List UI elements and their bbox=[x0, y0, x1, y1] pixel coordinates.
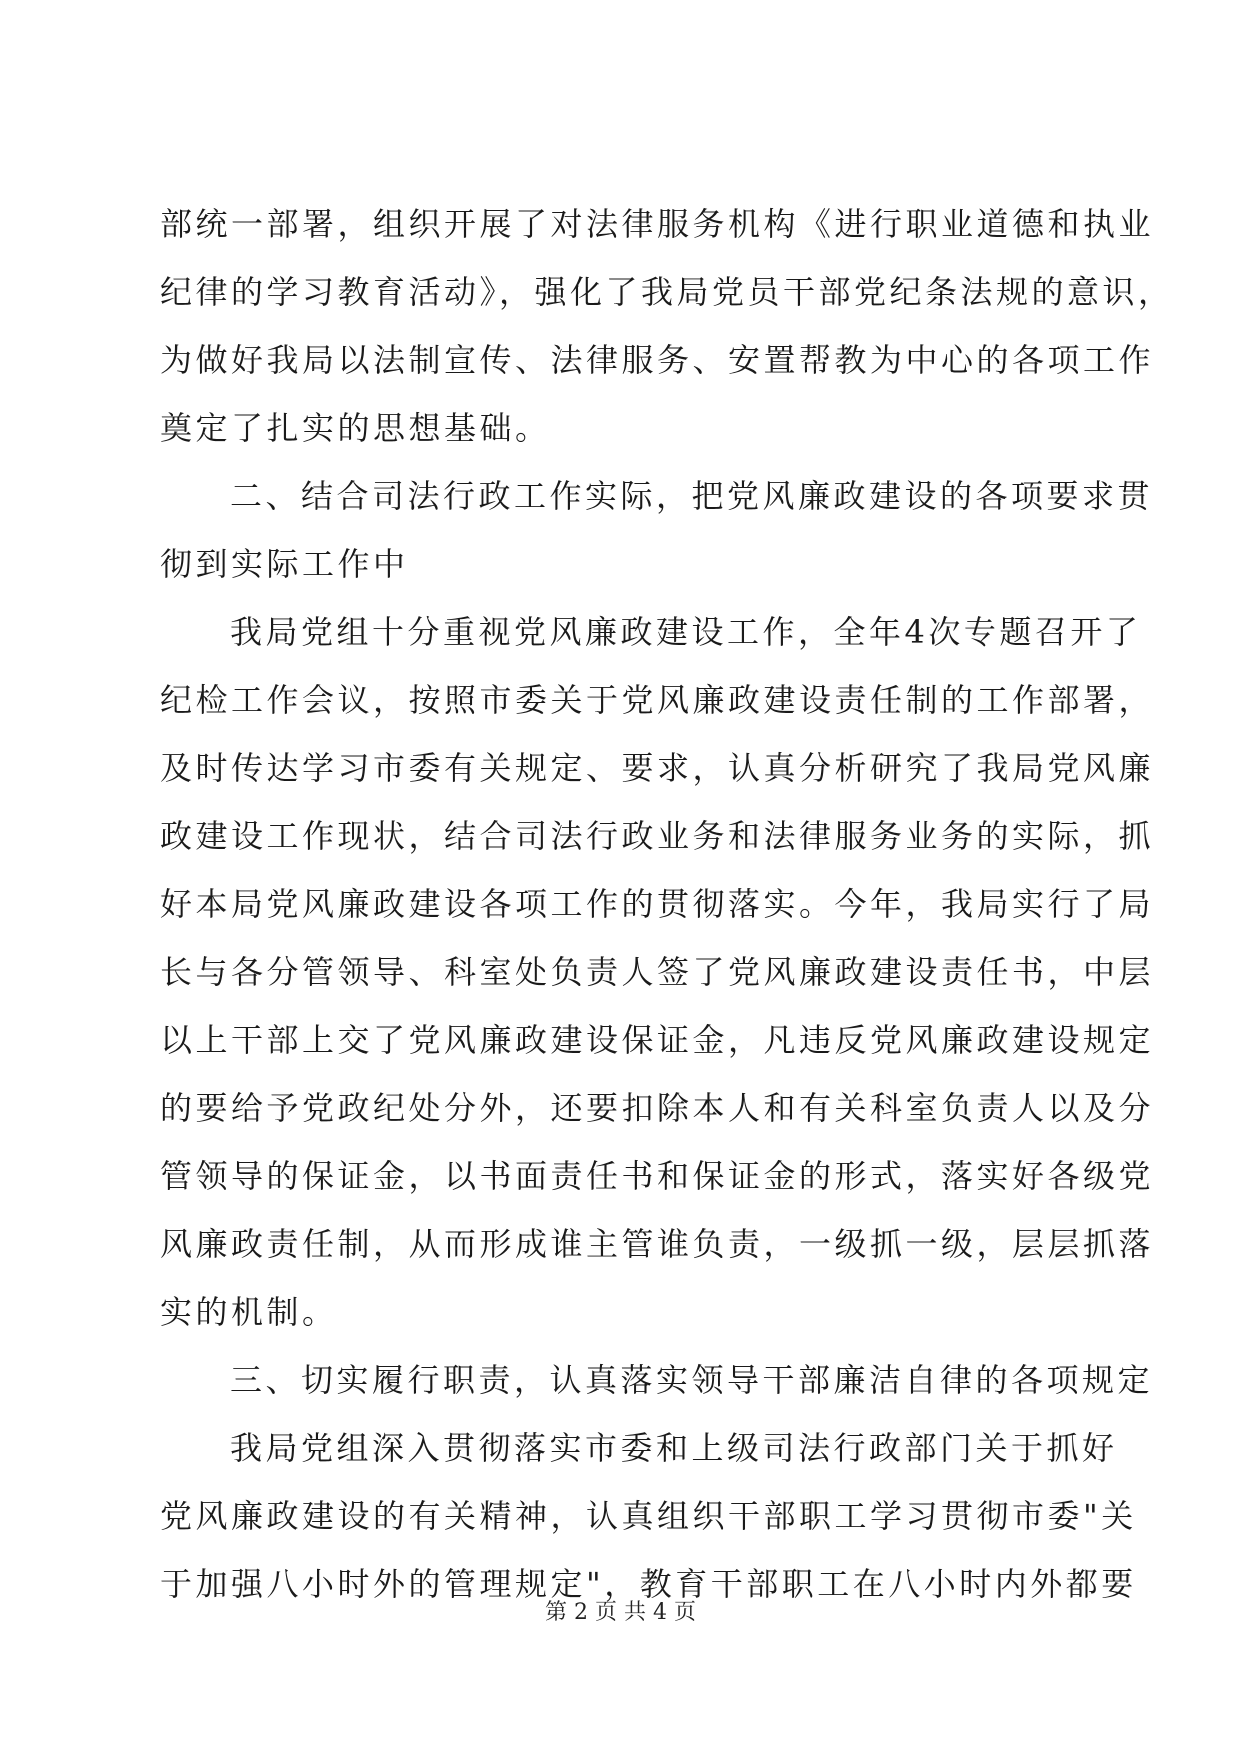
text-line: 纪检工作会议，按照市委关于党风廉政建设责任制的工作部署， bbox=[160, 681, 1155, 719]
page-footer: 第 2 页 共 4 页 bbox=[545, 1600, 696, 1625]
text-line: 党风廉政建设的有关精神，认真组织干部职工学习贯彻市委"关 bbox=[160, 1497, 1137, 1535]
text-line: 奠定了扎实的思想基础。 bbox=[160, 409, 551, 447]
text-line: 部统一部署，组织开展了对法律服务机构《进行职业道德和执业 bbox=[160, 205, 1155, 243]
text-line: 二、结合司法行政工作实际，把党风廉政建设的各项要求贯 bbox=[230, 477, 1154, 515]
text-line: 纪律的学习教育活动》，强化了我局党员干部党纪条法规的意识， bbox=[160, 273, 1174, 311]
text-line: 以上干部上交了党风廉政建设保证金，凡违反党风廉政建设规定 bbox=[160, 1021, 1155, 1059]
document-body bbox=[160, 190, 1174, 1618]
text-line: 好本局党风廉政建设各项工作的贯彻落实。今年，我局实行了局 bbox=[160, 885, 1155, 923]
text-line: 三、切实履行职责，认真落实领导干部廉洁自律的各项规定 bbox=[230, 1361, 1154, 1399]
text-line: 管领导的保证金，以书面责任书和保证金的形式，落实好各级党 bbox=[160, 1157, 1155, 1195]
text-line: 我局党组十分重视党风廉政建设工作，全年4次专题召开了 bbox=[230, 613, 1142, 651]
text-line: 于加强八小时外的管理规定"，教育干部职工在八小时内外都要 bbox=[160, 1565, 1137, 1603]
text-line: 我局党组深入贯彻落实市委和上级司法行政部门关于抓好 bbox=[230, 1429, 1118, 1467]
text-line: 为做好我局以法制宣传、法律服务、安置帮教为中心的各项工作 bbox=[160, 341, 1155, 379]
text-line: 及时传达学习市委有关规定、要求，认真分析研究了我局党风廉 bbox=[160, 749, 1155, 787]
text-line: 风廉政责任制，从而形成谁主管谁负责，一级抓一级，层层抓落 bbox=[160, 1225, 1155, 1263]
text-line: 政建设工作现状，结合司法行政业务和法律服务业务的实际，抓 bbox=[160, 817, 1155, 855]
text-line: 彻到实际工作中 bbox=[160, 545, 409, 583]
text-line: 的要给予党政纪处分外，还要扣除本人和有关科室负责人以及分 bbox=[160, 1089, 1155, 1127]
text-line: 长与各分管领导、科室处负责人签了党风廉政建设责任书，中层 bbox=[160, 953, 1155, 991]
text-line: 实的机制。 bbox=[160, 1293, 338, 1331]
